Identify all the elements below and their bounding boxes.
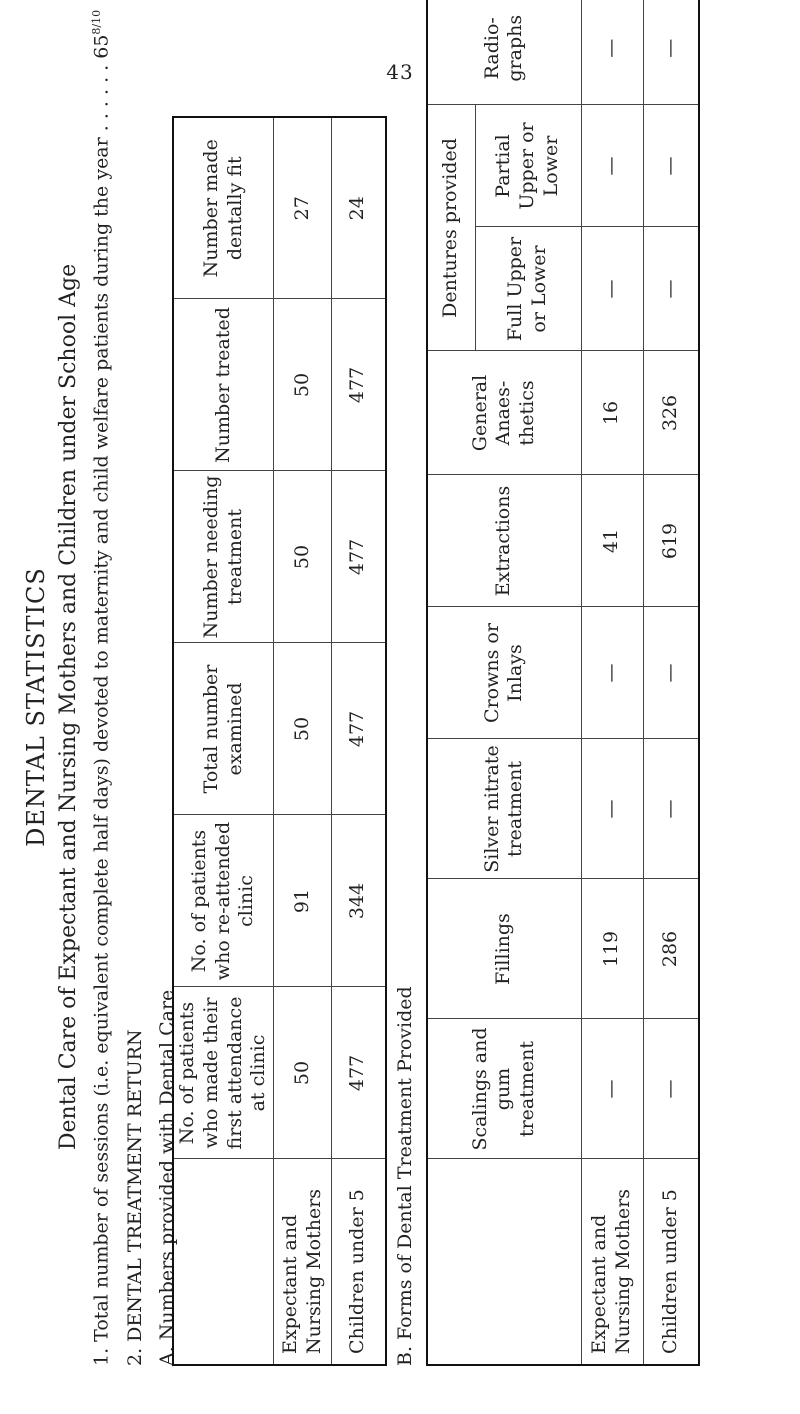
table-cell: 24 (332, 117, 386, 299)
table-a-header-dentally-fit: Number made dentally fit (173, 117, 274, 299)
section-a-heading: A. Numbers provided with Dental Care (156, 989, 178, 1366)
table-cell: 619 (643, 475, 699, 607)
table-dental-care (172, 116, 387, 1366)
table-a-header-re-attended: No. of patients who re-attended clinic (173, 815, 274, 987)
table-cell: 477 (332, 299, 386, 471)
table-cell: — (643, 227, 699, 351)
page-number: 43 (386, 60, 414, 84)
row-label-children: Children under 5 (643, 1159, 699, 1365)
item-treatment-return: 2. DENTAL TREATMENT RETURN (124, 1029, 146, 1366)
table-row (643, 0, 699, 1365)
table-treatment-forms (426, 0, 700, 1366)
table-cell: — (581, 607, 643, 739)
table-b-header-row-top (427, 0, 475, 1365)
table-b-header-dentures: Dentures provided (427, 105, 475, 351)
table-cell: 119 (581, 879, 643, 1019)
table-b-header-fillings: Fillings (427, 879, 581, 1019)
item-total-sessions-fraction: 8/10 (90, 9, 103, 35)
table-cell: 50 (274, 643, 332, 815)
table-cell: 477 (332, 471, 386, 643)
table-row (332, 117, 386, 1365)
table-b-header-full-dentures: Full Upper or Lower (475, 227, 581, 351)
table-cell: 477 (332, 643, 386, 815)
row-label-mothers: Expectant and Nursing Mothers (274, 1159, 332, 1365)
table-a-header-row (173, 117, 274, 1365)
table-a-header-total-examined: Total number examined (173, 643, 274, 815)
table-cell: 91 (274, 815, 332, 987)
table-cell: 41 (581, 475, 643, 607)
table-b-header-anaesthetics: General Anaes-thetics (427, 351, 581, 475)
table-cell: — (581, 227, 643, 351)
table-cell: — (581, 105, 643, 227)
table-row (274, 117, 332, 1365)
table-cell: 477 (332, 987, 386, 1159)
table-a-header-treated: Number treated (173, 299, 274, 471)
table-cell: — (581, 0, 643, 105)
table-b-header-radiographs: Radio-graphs (427, 0, 581, 105)
table-cell: 326 (643, 351, 699, 475)
table-cell: 50 (274, 471, 332, 643)
table-cell: 50 (274, 299, 332, 471)
table-cell: 27 (274, 117, 332, 299)
table-b-header-extractions: Extractions (427, 475, 581, 607)
table-cell: 286 (643, 879, 699, 1019)
table-cell: 50 (274, 987, 332, 1159)
page-title: DENTAL STATISTICS (22, 567, 50, 847)
row-label-mothers: Expectant and Nursing Mothers (581, 1159, 643, 1365)
item-total-sessions-text: 1. Total number of sessions (i.e. equivalent complete half days) devoted to maternity and child welfare patients during the year . . . . . . 65 (90, 34, 113, 1366)
page-subtitle: Dental Care of Expectant and Nursing Mothers and Children under School Age (56, 263, 81, 1151)
row-label-children: Children under 5 (332, 1159, 386, 1365)
table-cell: — (643, 0, 699, 105)
table-cell: 16 (581, 351, 643, 475)
table-cell: — (643, 607, 699, 739)
table-cell: — (643, 105, 699, 227)
table-cell: — (581, 1019, 643, 1159)
item-total-sessions (90, 10, 112, 1366)
table-cell: — (643, 739, 699, 879)
table-b-header-scalings: Scalings and gum treatment (427, 1019, 581, 1159)
table-b-header-crowns: Crowns or Inlays (427, 607, 581, 739)
table-b-header-silver-nitrate: Silver nitrate treatment (427, 739, 581, 879)
table-a-header-cell (173, 1159, 274, 1365)
table-b-header-cell (427, 1159, 581, 1365)
table-cell: — (581, 739, 643, 879)
table-cell: 344 (332, 815, 386, 987)
table-b-header-partial-dentures: Partial Upper or Lower (475, 105, 581, 227)
table-row (581, 0, 643, 1365)
table-cell: — (643, 1019, 699, 1159)
section-b-heading: B. Forms of Dental Treatment Provided (394, 986, 416, 1366)
table-a-header-first-attendance: No. of patients who made their first attendance at clinic (173, 987, 274, 1159)
table-a-header-needing-treatment: Number needing treatment (173, 471, 274, 643)
